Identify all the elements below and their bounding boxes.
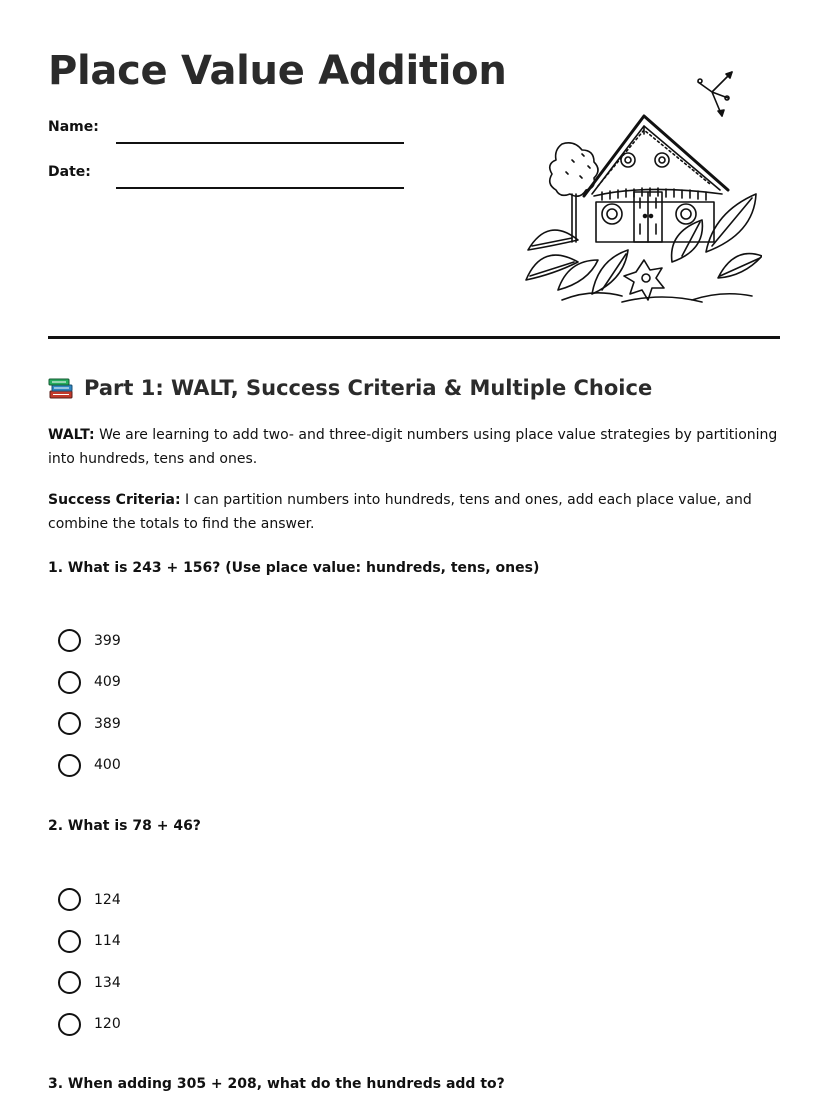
books-icon	[48, 376, 74, 400]
radio-button[interactable]	[58, 888, 81, 911]
radio-button[interactable]	[58, 930, 81, 953]
question-2-option[interactable]	[58, 879, 121, 921]
question-2-option[interactable]	[58, 962, 121, 1004]
question-3: 3. When adding 305 + 208, what do the hundreds add to?	[48, 1076, 505, 1092]
date-input-line[interactable]	[116, 187, 404, 189]
radio-button[interactable]	[58, 971, 81, 994]
option-label: 134	[94, 974, 121, 991]
question-2-option[interactable]	[58, 1004, 121, 1046]
walt-label: WALT:	[48, 427, 95, 443]
option-label: 114	[94, 933, 121, 950]
question-1-option[interactable]	[58, 703, 121, 745]
compass-star-icon	[698, 72, 732, 116]
radio-button[interactable]	[58, 1013, 81, 1036]
section-divider	[48, 336, 780, 339]
success-criteria-label: Success Criteria:	[48, 492, 181, 508]
option-label: 124	[94, 891, 121, 908]
question-1-option[interactable]	[58, 745, 121, 787]
option-label: 389	[94, 715, 121, 732]
name-input-line[interactable]	[116, 142, 404, 144]
question-1: 1. What is 243 + 156? (Use place value: hundreds, tens, ones)	[48, 560, 540, 576]
walt-paragraph	[48, 423, 788, 471]
walt-text: We are learning to add two- and three-digit numbers using place value strategies by partitioning into hundreds, tens and ones.	[48, 427, 778, 467]
success-criteria-paragraph	[48, 488, 788, 536]
option-label: 399	[94, 632, 121, 649]
question-2-option[interactable]	[58, 921, 121, 963]
question-1-option[interactable]	[58, 620, 121, 662]
page-title: Place Value Addition	[48, 48, 507, 94]
radio-button[interactable]	[58, 754, 81, 777]
question-2-options	[58, 879, 121, 1045]
date-field	[48, 163, 404, 181]
house-illustration	[522, 64, 762, 308]
radio-button[interactable]	[58, 629, 81, 652]
question-2: 2. What is 78 + 46?	[48, 818, 201, 834]
date-label: Date:	[48, 164, 91, 180]
success-criteria-text: I can partition numbers into hundreds, tens and ones, add each place value, and combine the totals to find the answer.	[48, 492, 752, 532]
part1-heading-text: Part 1: WALT, Success Criteria & Multiple Choice	[84, 376, 653, 400]
question-1-option[interactable]	[58, 662, 121, 704]
name-label: Name:	[48, 119, 99, 135]
name-field	[48, 118, 404, 136]
option-label: 400	[94, 757, 121, 774]
radio-button[interactable]	[58, 671, 81, 694]
option-label: 409	[94, 674, 121, 691]
question-1-options	[58, 620, 121, 786]
option-label: 120	[94, 1016, 121, 1033]
radio-button[interactable]	[58, 712, 81, 735]
part1-heading	[48, 374, 652, 402]
